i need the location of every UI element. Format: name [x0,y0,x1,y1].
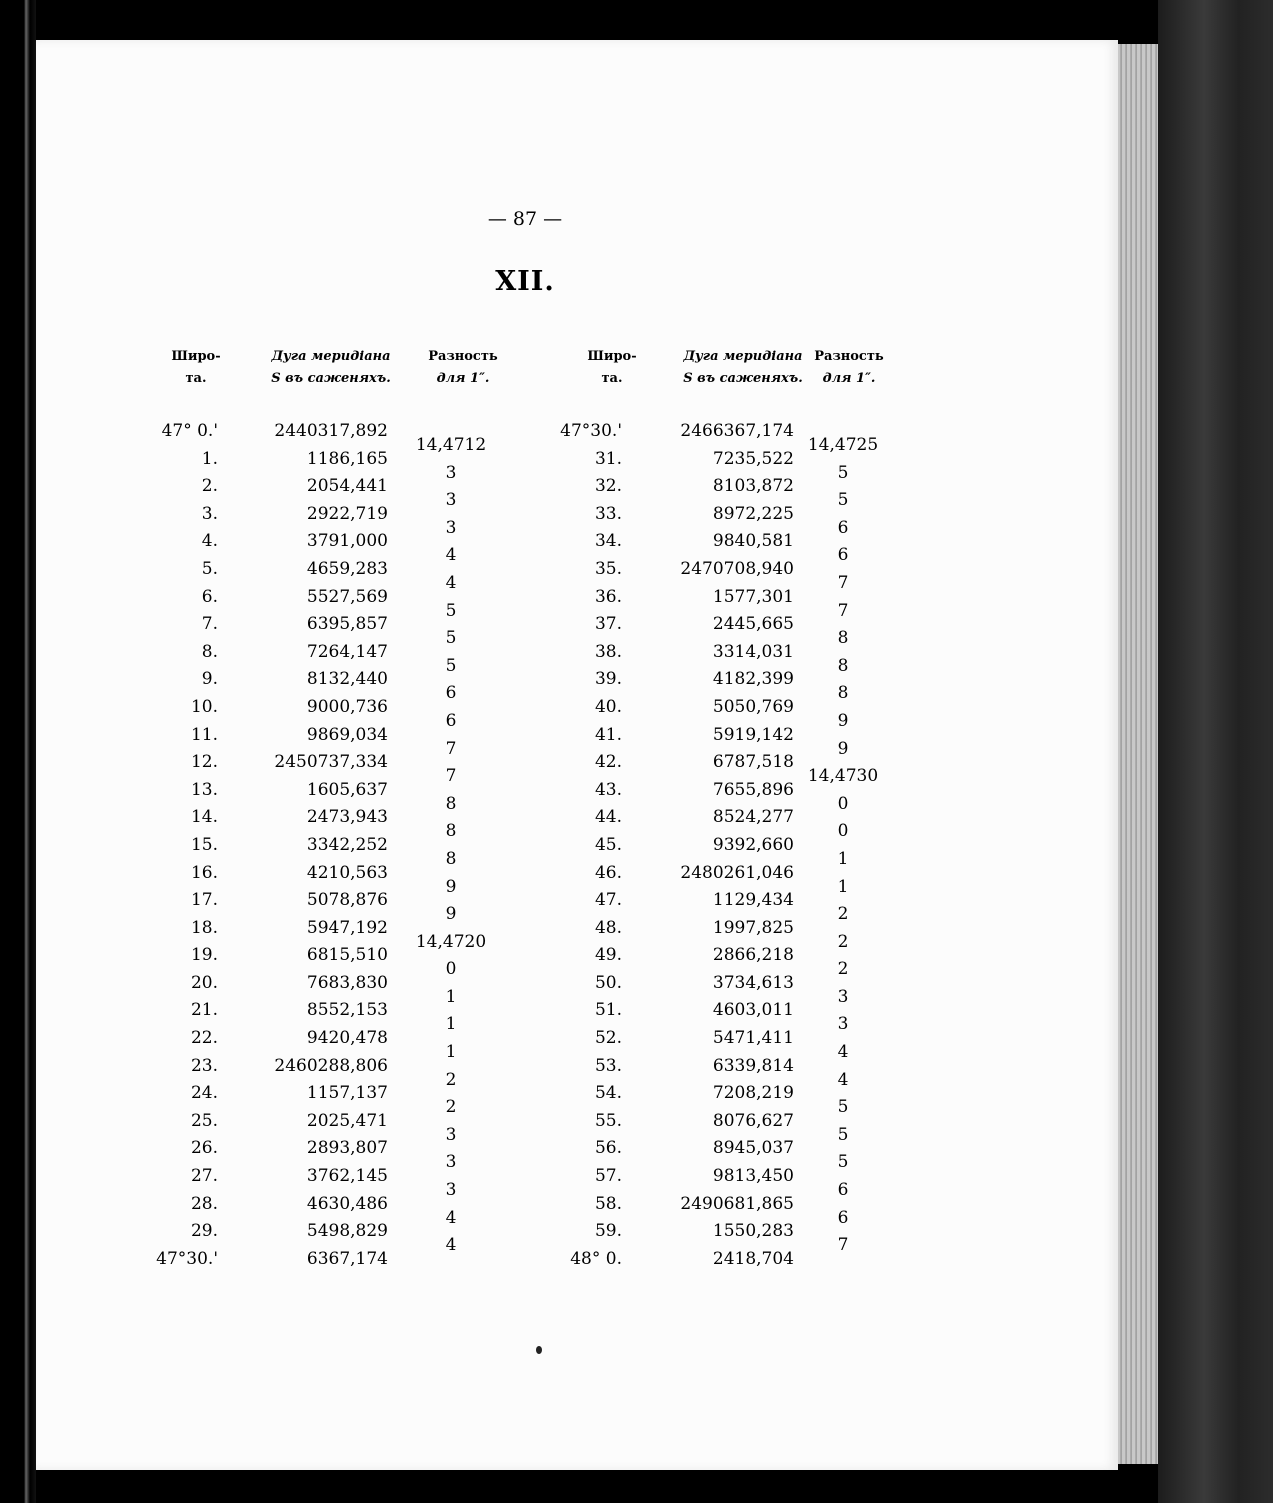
latitude-cell: 11. [190,724,218,745]
difference-cell: 6 [837,545,849,566]
latitude-cell: 25. [190,1110,218,1131]
arc-cell: 6339,814 [712,1055,794,1076]
difference-cell: 5 [445,600,457,621]
right-header-difference-line1: Разность [814,349,884,364]
latitude-cell: 54. [594,1083,622,1104]
difference-cell: 0 [837,821,849,842]
arc-cell: 2460288,806 [274,1055,388,1076]
latitude-cell: 20. [190,972,218,993]
right-header-latitude-line1: Широ- [587,349,637,364]
difference-cell: 7 [837,1235,849,1256]
arc-cell: 2440317,892 [274,421,388,441]
latitude-cell: 44. [594,807,622,828]
right-header-difference [804,346,894,390]
difference-cell: 8 [445,793,457,814]
arc-cell: 5050,769 [712,696,794,717]
latitude-cell: 5. [201,558,218,579]
difference-cell: 3 [837,986,849,1007]
difference-cell: 8 [837,628,849,649]
arc-cell: 1186,165 [306,448,388,469]
difference-cell: 5 [837,462,849,483]
latitude-cell: 41. [594,724,622,745]
difference-cell: 5 [445,628,457,649]
latitude-cell: 50. [594,972,622,993]
latitude-cell: 21. [190,1000,218,1021]
latitude-cell: 59. [594,1221,622,1242]
arc-cell: 3314,031 [712,641,794,662]
arc-cell: 3791,000 [306,531,388,552]
difference-cell: 14,4712 [415,435,487,455]
page-number: — 87 — [487,208,563,230]
difference-cell: 9 [837,710,849,731]
arc-cell: 9000,736 [306,696,388,717]
latitude-cell: 23. [190,1055,218,1076]
arc-cell: 8103,872 [712,476,794,497]
difference-cell: 4 [837,1069,849,1090]
left-arc-column [238,418,388,1273]
latitude-cell: 47° 0.' [161,421,218,441]
arc-cell: 5498,829 [306,1221,388,1242]
difference-cell: 5 [837,1097,849,1118]
difference-cell: 4 [445,1235,457,1256]
latitude-cell: 16. [190,862,218,883]
difference-cell: 4 [445,1207,457,1228]
arc-cell: 5527,569 [306,586,388,607]
arc-cell: 7208,219 [712,1083,794,1104]
latitude-cell: 22. [190,1028,218,1049]
difference-cell: 4 [837,1042,849,1063]
arc-cell: 9840,581 [712,531,794,552]
difference-cell: 1 [837,848,849,869]
difference-cell: 5 [837,1152,849,1173]
difference-cell: 6 [445,683,457,704]
latitude-cell: 55. [594,1110,622,1131]
latitude-cell: 14. [190,807,218,828]
difference-cell: 8 [445,821,457,842]
latitude-cell: 39. [594,669,622,690]
latitude-cell: 31. [594,448,622,469]
difference-cell: 14,4725 [807,435,879,455]
latitude-cell: 52. [594,1028,622,1049]
arc-cell: 8945,037 [712,1138,794,1159]
arc-cell: 5919,142 [712,724,794,745]
difference-cell: 7 [445,738,457,759]
left-header-latitude [166,346,226,390]
arc-cell: 9869,034 [306,724,388,745]
arc-cell: 8132,440 [306,669,388,690]
difference-cell: 7 [837,572,849,593]
difference-cell: 0 [837,793,849,814]
arc-cell: 2480261,046 [680,862,794,883]
arc-cell: 7655,896 [712,779,794,800]
left-header-latitude-line1: Широ- [171,349,221,364]
section-title: XII. [495,266,555,297]
difference-cell: 9 [445,904,457,925]
difference-cell: 3 [445,1152,457,1173]
left-header-arc-line2: S въ саженяхъ. [271,371,391,386]
latitude-cell: 32. [594,476,622,497]
difference-cell: 0 [445,959,457,980]
latitude-cell: 9. [201,669,218,690]
arc-cell: 7683,830 [306,972,388,993]
arc-cell: 7264,147 [306,641,388,662]
difference-cell: 8 [837,655,849,676]
arc-cell: 6815,510 [306,945,388,966]
left-latitude-column [150,418,218,1273]
ink-speck [536,1346,542,1354]
book-cover-edge [1158,0,1273,1503]
difference-cell: 6 [445,710,457,731]
arc-cell: 3762,145 [306,1166,388,1187]
right-arc-column [642,418,794,1273]
latitude-cell: 4. [201,531,218,552]
difference-cell: 3 [837,1014,849,1035]
latitude-cell: 47°30.' [156,1248,218,1269]
arc-cell: 4182,399 [712,669,794,690]
difference-cell: 5 [445,655,457,676]
difference-cell: 4 [445,572,457,593]
latitude-cell: 2. [201,476,218,497]
arc-cell: 1157,137 [306,1083,388,1104]
difference-cell: 2 [445,1069,457,1090]
arc-cell: 6787,518 [712,752,794,773]
arc-cell: 4210,563 [306,862,388,883]
arc-cell: 2418,704 [712,1248,794,1269]
arc-cell: 2450737,334 [274,752,388,773]
arc-cell: 9392,660 [712,834,794,855]
arc-cell: 2893,807 [306,1138,388,1159]
left-header-latitude-line2: та. [185,371,207,386]
latitude-cell: 43. [594,779,622,800]
latitude-cell: 49. [594,945,622,966]
latitude-cell: 36. [594,586,622,607]
latitude-cell: 17. [190,890,218,911]
latitude-cell: 58. [594,1193,622,1214]
latitude-cell: 51. [594,1000,622,1021]
latitude-cell: 15. [190,834,218,855]
arc-cell: 2490681,865 [680,1193,794,1214]
difference-cell: 8 [837,683,849,704]
right-header-arc [668,346,818,390]
arc-cell: 2866,218 [712,945,794,966]
latitude-cell: 27. [190,1166,218,1187]
right-header-arc-line2: S въ саженяхъ. [683,371,803,386]
latitude-cell: 3. [201,503,218,524]
difference-cell: 3 [445,490,457,511]
difference-cell: 9 [445,876,457,897]
latitude-cell: 19. [190,945,218,966]
right-header-difference-line2: для 1″. [822,371,876,386]
page-edges [1118,44,1158,1464]
left-difference-column [406,432,496,1260]
latitude-cell: 6. [201,586,218,607]
latitude-cell: 35. [594,558,622,579]
difference-cell: 8 [445,848,457,869]
arc-cell: 1129,434 [712,890,794,911]
arc-cell: 8076,627 [712,1110,794,1131]
book-gutter-shadow [0,0,36,1503]
latitude-cell: 7. [201,614,218,635]
latitude-cell: 47°30.' [560,421,622,441]
arc-cell: 4630,486 [306,1193,388,1214]
latitude-cell: 56. [594,1138,622,1159]
latitude-cell: 8. [201,641,218,662]
arc-cell: 2025,471 [306,1110,388,1131]
latitude-cell: 18. [190,917,218,938]
latitude-cell: 45. [594,834,622,855]
arc-cell: 1997,825 [712,917,794,938]
latitude-cell: 48° 0. [570,1248,622,1269]
latitude-cell: 42. [594,752,622,773]
arc-cell: 8552,153 [306,1000,388,1021]
left-header-difference-line2: для 1″. [436,371,490,386]
difference-cell: 6 [837,1207,849,1228]
arc-cell: 2445,665 [712,614,794,635]
difference-cell: 14,4730 [807,766,879,787]
left-header-arc [256,346,406,390]
left-header-difference-line1: Разность [428,349,498,364]
latitude-cell: 53. [594,1055,622,1076]
difference-cell: 7 [445,766,457,787]
difference-cell: 1 [445,986,457,1007]
latitude-cell: 12. [190,752,218,773]
latitude-cell: 29. [190,1221,218,1242]
arc-cell: 5471,411 [712,1028,794,1049]
arc-cell: 3734,613 [712,972,794,993]
arc-cell: 2922,719 [306,503,388,524]
latitude-cell: 46. [594,862,622,883]
arc-cell: 2054,441 [306,476,388,497]
arc-cell: 1577,301 [712,586,794,607]
arc-cell: 3342,252 [306,834,388,855]
arc-cell: 4659,283 [306,558,388,579]
arc-cell: 9813,450 [712,1166,794,1187]
latitude-cell: 37. [594,614,622,635]
right-header-arc-line1: Дуга меридіана [683,349,803,364]
arc-cell: 9420,478 [306,1028,388,1049]
difference-cell: 5 [837,490,849,511]
arc-cell: 4603,011 [712,1000,794,1021]
difference-cell: 1 [445,1042,457,1063]
arc-cell: 2473,943 [306,807,388,828]
latitude-cell: 13. [190,779,218,800]
right-header-latitude [582,346,642,390]
arc-cell: 5947,192 [306,917,388,938]
difference-cell: 2 [445,1097,457,1118]
latitude-cell: 10. [190,696,218,717]
arc-cell: 7235,522 [712,448,794,469]
arc-cell: 6395,857 [306,614,388,635]
difference-cell: 7 [837,600,849,621]
difference-cell: 3 [445,1180,457,1201]
difference-cell: 4 [445,545,457,566]
latitude-cell: 1. [201,448,218,469]
difference-cell: 2 [837,904,849,925]
right-header-latitude-line2: та. [601,371,623,386]
difference-cell: 5 [837,1124,849,1145]
difference-cell: 3 [445,517,457,538]
latitude-cell: 26. [190,1138,218,1159]
difference-cell: 9 [837,738,849,759]
difference-cell: 1 [445,1014,457,1035]
arc-cell: 6367,174 [306,1248,388,1269]
arc-cell: 1605,637 [306,779,388,800]
latitude-cell: 57. [594,1166,622,1187]
latitude-cell: 28. [190,1193,218,1214]
difference-cell: 3 [445,1124,457,1145]
difference-cell: 6 [837,1180,849,1201]
left-header-difference [418,346,508,390]
difference-cell: 2 [837,931,849,952]
latitude-cell: 33. [594,503,622,524]
difference-cell: 3 [445,462,457,483]
latitude-cell: 24. [190,1083,218,1104]
arc-cell: 5078,876 [306,890,388,911]
latitude-cell: 47. [594,890,622,911]
difference-cell: 2 [837,959,849,980]
arc-cell: 2466367,174 [680,421,794,441]
difference-cell: 6 [837,517,849,538]
arc-cell: 2470708,940 [680,558,794,579]
right-latitude-column [552,418,622,1273]
latitude-cell: 48. [594,917,622,938]
latitude-cell: 40. [594,696,622,717]
arc-cell: 1550,283 [712,1221,794,1242]
right-difference-column [798,432,888,1260]
arc-cell: 8972,225 [712,503,794,524]
latitude-cell: 34. [594,531,622,552]
latitude-cell: 38. [594,641,622,662]
arc-cell: 8524,277 [712,807,794,828]
left-header-arc-line1: Дуга меридіана [271,349,391,364]
difference-cell: 14,4720 [415,931,487,952]
difference-cell: 1 [837,876,849,897]
